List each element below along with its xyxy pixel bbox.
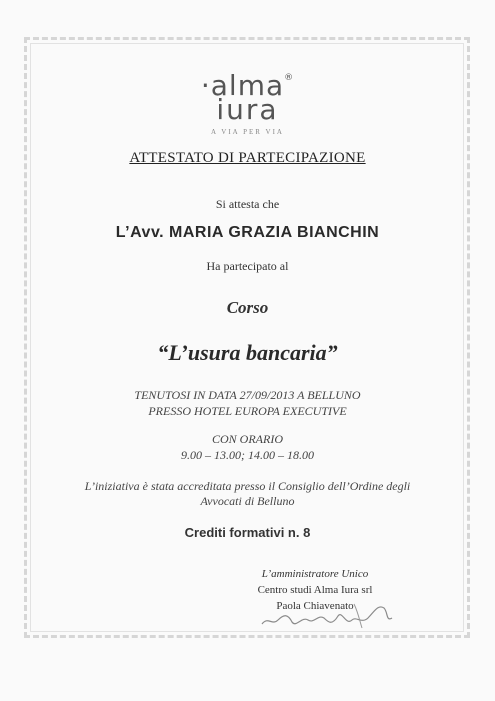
accreditation-line-2: Avvocati di Belluno [200, 494, 295, 508]
event-venue: PRESSO HOTEL EUROPA EXECUTIVE [148, 404, 347, 418]
training-credits: Crediti formativi n. 8 [184, 525, 311, 540]
handwritten-signature [258, 596, 398, 632]
certificate-title: ATTESTATO DI PARTECIPAZIONE [129, 150, 366, 166]
accreditation-line-1: L’iniziativa è stata accreditata presso il Consiglio dell’Ordine degli [84, 479, 411, 493]
recipient-name: L’Avv. MARIA GRAZIA BIANCHIN [115, 224, 380, 241]
schedule-hours: 9.00 – 13.00; 14.00 – 18.00 [181, 448, 314, 462]
event-date: TENUTOSI IN DATA 27/09/2013 A BELLUNO [134, 388, 361, 402]
signatory-role: L’amministratore Unico [261, 568, 369, 580]
logo-tagline: A VIA PER VIA [210, 128, 284, 136]
intro-text: Si attesta che [215, 197, 280, 211]
participation-text: Ha partecipato al [206, 259, 289, 273]
logo-word-alma: ·alma [200, 69, 285, 102]
signatory-organization: Centro studi Alma Iura srl [257, 584, 373, 596]
schedule-label: CON ORARIO [212, 432, 283, 446]
course-title: “L’usura bancaria” [157, 340, 338, 365]
signatory-name: Paola Chiavenato [276, 600, 354, 612]
logo-word-iura: iura [216, 93, 279, 126]
course-type: Corso [226, 298, 269, 317]
registered-mark: ® [284, 73, 295, 83]
